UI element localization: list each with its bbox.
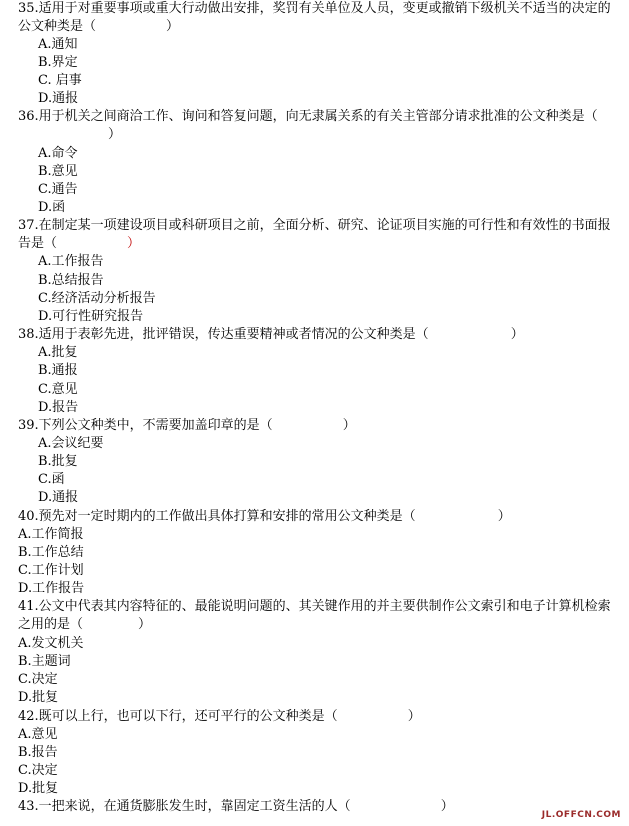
question-39-option-a: A.会议纪要 (38, 436, 104, 451)
question-37 (18, 217, 612, 253)
question-37-close: ） (127, 236, 141, 252)
question-35-stem: 35.适用于对重要事项或重大行动做出安排，奖罚有关单位及人员，变更或撤销下级机关不适当的决定的公文种类是（ (18, 1, 611, 35)
question-35-option-d: D.通报 (38, 91, 79, 106)
question-43-stem: 43.一把来说，在通货膨胀发生时，靠固定工资生活的人（ (18, 799, 351, 814)
question-37-option-b: B.总结报告 (38, 273, 104, 288)
question-36-option-b: B.意见 (38, 164, 78, 179)
question-42-option-a: A.意见 (18, 727, 58, 742)
question-37-option-a: A.工作报告 (38, 254, 104, 269)
question-41 (18, 598, 612, 634)
question-35-close: ） (166, 19, 180, 35)
question-36-option-d: D.函 (38, 200, 66, 215)
question-42-option-b: B.报告 (18, 745, 58, 760)
question-38-option-b: B.通报 (38, 363, 78, 378)
site-watermark: JL.OFFCN.COM (541, 810, 621, 820)
question-35-option-b: B.界定 (38, 55, 78, 70)
question-36-stem: 36.用于机关之间商洽工作、询问和答复问题，向无隶属关系的有关主管部分请求批准的公文种类是（ (18, 109, 598, 124)
question-39-option-d: D.通报 (38, 490, 79, 505)
question-35-option-a: A.通知 (38, 37, 78, 52)
question-36-close: ） (108, 127, 122, 143)
question-41-option-b: B.主题词 (18, 654, 71, 669)
question-41-option-d: D.批复 (18, 690, 59, 705)
question-43 (18, 798, 612, 816)
question-40-option-c: C.工作计划 (18, 563, 84, 578)
question-38-stem: 38.适用于表彰先进，批评错误，传达重要精神或者情况的公文种类是（ (18, 327, 429, 342)
question-43-close: ） (440, 799, 454, 814)
question-40-close: ） (497, 509, 511, 524)
question-35 (18, 0, 612, 36)
question-42-option-c: C.决定 (18, 763, 58, 778)
question-41-stem: 41.公文中代表其内容特征的、最能说明问题的、其关键作用的并主要供制作公文索引和电子计算机检索之用的是（ (18, 599, 611, 633)
question-40-option-a: A.工作简报 (18, 527, 84, 542)
question-42-close: ） (407, 709, 421, 724)
question-40-stem: 40.预先对一定时期内的工作做出具体打算和安排的常用公文种类是（ (18, 509, 416, 524)
question-40 (18, 508, 612, 526)
question-39-stem: 39.下列公文种类中，不需要加盖印章的是（ (18, 418, 273, 433)
question-41-option-c: C.决定 (18, 672, 58, 687)
question-41-close: ） (138, 617, 152, 633)
question-39-option-c: C.函 (38, 472, 65, 487)
question-35-option-c: C. 启事 (38, 73, 82, 88)
question-39 (18, 417, 612, 435)
question-38-close: ） (510, 327, 524, 342)
question-38 (18, 326, 612, 344)
question-41-option-a: A.发文机关 (18, 636, 84, 651)
question-37-stem: 37.在制定某一项建设项目或科研项目之前，全面分析、研究、论证项目实施的可行性和有效性的书面报告是（ (18, 218, 611, 252)
question-38-option-a: A.批复 (38, 345, 78, 360)
question-37-option-c: C.经济活动分析报告 (38, 291, 156, 306)
question-39-close: ） (342, 418, 356, 433)
question-42-option-d: D.批复 (18, 781, 59, 796)
question-36-option-a: A.命令 (38, 146, 78, 161)
question-38-option-d: D.报告 (38, 400, 79, 415)
question-40-option-b: B.工作总结 (18, 545, 84, 560)
question-37-option-d: D.可行性研究报告 (38, 309, 144, 324)
question-40-option-d: D.工作报告 (18, 581, 85, 596)
question-39-option-b: B.批复 (38, 454, 78, 469)
question-42 (18, 708, 612, 726)
question-36 (18, 108, 612, 144)
question-36-option-c: C.通告 (38, 182, 78, 197)
question-38-option-c: C.意见 (38, 382, 78, 397)
question-42-stem: 42.既可以上行，也可以下行，还可平行的公文种类是（ (18, 709, 338, 724)
